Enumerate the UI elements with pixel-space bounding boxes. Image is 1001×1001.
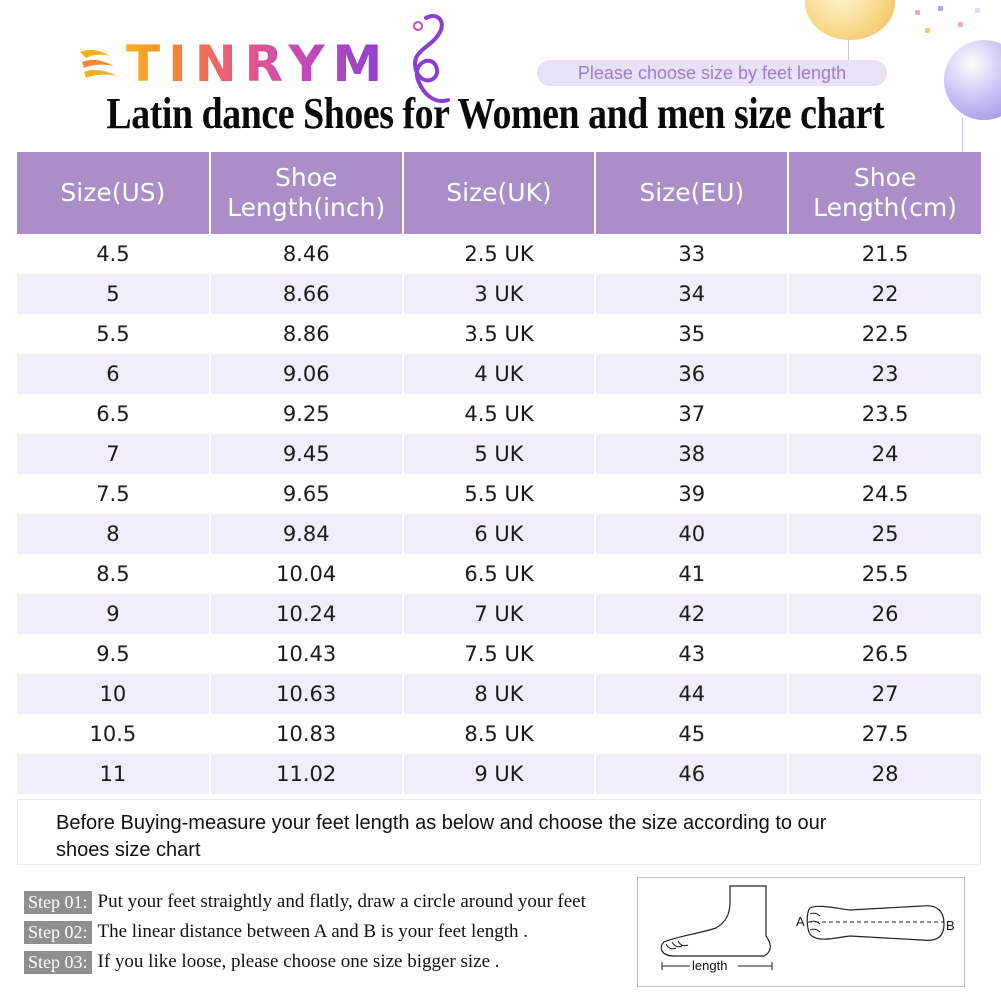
table-cell: 23 <box>788 354 981 394</box>
step-item <box>24 917 634 947</box>
table-cell: 46 <box>595 754 788 794</box>
note-line: shoes size chart <box>56 839 201 861</box>
table-cell: 11.02 <box>210 754 403 794</box>
header-shoe-length-cm: Shoe Length(cm) <box>788 152 981 234</box>
brand-name: TINRYM <box>126 35 391 93</box>
table-cell: 5.5 <box>17 314 210 354</box>
yellow-balloon-decoration <box>805 0 895 40</box>
table-row <box>17 434 981 474</box>
table-cell: 25.5 <box>788 554 981 594</box>
table-cell: 5.5 UK <box>403 474 596 514</box>
table-cell: 3 UK <box>403 274 596 314</box>
tagline-pill: Please choose size by feet length <box>537 60 887 86</box>
table-cell: 26.5 <box>788 634 981 674</box>
table-cell: 6 UK <box>403 514 596 554</box>
table-row <box>17 514 981 554</box>
table-cell: 8 <box>17 514 210 554</box>
step-tag: Step 02: <box>24 921 92 944</box>
table-cell: 38 <box>595 434 788 474</box>
step-item <box>24 947 634 977</box>
flame-icon <box>78 44 120 84</box>
table-row <box>17 634 981 674</box>
confetti <box>925 28 930 33</box>
step-item <box>24 887 634 917</box>
table-cell: 34 <box>595 274 788 314</box>
table-cell: 40 <box>595 514 788 554</box>
table-cell: 8.66 <box>210 274 403 314</box>
table-header-row <box>17 152 981 234</box>
table-cell: 22.5 <box>788 314 981 354</box>
length-label: length <box>692 958 728 973</box>
table-cell: 33 <box>595 234 788 274</box>
step-tag: Step 01: <box>24 891 92 914</box>
purple-balloon-decoration <box>944 40 1001 120</box>
table-row <box>17 714 981 754</box>
table-cell: 4.5 <box>17 234 210 274</box>
point-b-label: B <box>946 918 955 933</box>
table-row <box>17 314 981 354</box>
table-cell: 9 <box>17 594 210 634</box>
table-cell: 3.5 UK <box>403 314 596 354</box>
table-cell: 22 <box>788 274 981 314</box>
table-cell: 9.65 <box>210 474 403 514</box>
table-row <box>17 554 981 594</box>
table-cell: 10.24 <box>210 594 403 634</box>
table-row <box>17 274 981 314</box>
size-chart-table <box>17 152 981 794</box>
table-cell: 21.5 <box>788 234 981 274</box>
step-text: Put your feet straightly and flatly, draw a circle around your feet <box>97 891 586 912</box>
table-cell: 43 <box>595 634 788 674</box>
table-cell: 42 <box>595 594 788 634</box>
table-cell: 35 <box>595 314 788 354</box>
table-row <box>17 674 981 714</box>
brand-logo <box>78 32 390 96</box>
table-cell: 27 <box>788 674 981 714</box>
table-cell: 8.5 UK <box>403 714 596 754</box>
table-cell: 9.5 <box>17 634 210 674</box>
table-row <box>17 394 981 434</box>
table-cell: 9 UK <box>403 754 596 794</box>
foot-outline-icon <box>638 878 966 988</box>
step-text: The linear distance between A and B is your feet length . <box>97 921 529 942</box>
table-cell: 10.04 <box>210 554 403 594</box>
table-cell: 25 <box>788 514 981 554</box>
table-cell: 28 <box>788 754 981 794</box>
table-cell: 27.5 <box>788 714 981 754</box>
table-cell: 24 <box>788 434 981 474</box>
page-title: Latin dance Shoes for Women and men size chart <box>106 89 885 138</box>
table-cell: 4.5 UK <box>403 394 596 434</box>
header-size-uk: Size(UK) <box>403 152 596 234</box>
table-cell: 9.25 <box>210 394 403 434</box>
table-cell: 44 <box>595 674 788 714</box>
table-cell: 7.5 UK <box>403 634 596 674</box>
step-tag: Step 03: <box>24 951 92 974</box>
table-cell: 9.84 <box>210 514 403 554</box>
confetti <box>938 6 943 11</box>
table-cell: 6.5 UK <box>403 554 596 594</box>
table-cell: 10 <box>17 674 210 714</box>
table-cell: 7.5 <box>17 474 210 514</box>
note-line: Before Buying-measure your feet length as below and choose the size according to our <box>56 812 827 834</box>
table-row <box>17 234 981 274</box>
table-row <box>17 594 981 634</box>
table-cell: 45 <box>595 714 788 754</box>
measure-note <box>17 799 981 865</box>
table-cell: 4 UK <box>403 354 596 394</box>
table-cell: 8.46 <box>210 234 403 274</box>
table-cell: 10.63 <box>210 674 403 714</box>
table-cell: 26 <box>788 594 981 634</box>
table-cell: 5 <box>17 274 210 314</box>
table-cell: 10.83 <box>210 714 403 754</box>
confetti <box>975 8 980 13</box>
table-row <box>17 754 981 794</box>
table-cell: 11 <box>17 754 210 794</box>
header-size-us: Size(US) <box>17 152 210 234</box>
table-cell: 10.5 <box>17 714 210 754</box>
table-cell: 5 UK <box>403 434 596 474</box>
table-row <box>17 354 981 394</box>
step-text: If you like loose, please choose one size bigger size . <box>97 951 500 972</box>
table-cell: 23.5 <box>788 394 981 434</box>
table-cell: 8.86 <box>210 314 403 354</box>
table-cell: 6 <box>17 354 210 394</box>
table-cell: 7 <box>17 434 210 474</box>
measurement-steps <box>24 887 634 977</box>
confetti <box>915 10 920 15</box>
table-cell: 9.06 <box>210 354 403 394</box>
table-cell: 8 UK <box>403 674 596 714</box>
header-shoe-length-inch: Shoe Length(inch) <box>210 152 403 234</box>
header-size-eu: Size(EU) <box>595 152 788 234</box>
table-cell: 2.5 UK <box>403 234 596 274</box>
table-row <box>17 474 981 514</box>
table-cell: 37 <box>595 394 788 434</box>
table-cell: 6.5 <box>17 394 210 434</box>
table-cell: 10.43 <box>210 634 403 674</box>
table-cell: 9.45 <box>210 434 403 474</box>
foot-measure-diagram <box>637 877 965 987</box>
table-cell: 36 <box>595 354 788 394</box>
point-a-label: A <box>796 914 805 929</box>
confetti <box>958 22 963 27</box>
table-cell: 24.5 <box>788 474 981 514</box>
table-cell: 41 <box>595 554 788 594</box>
table-cell: 8.5 <box>17 554 210 594</box>
table-cell: 39 <box>595 474 788 514</box>
table-cell: 7 UK <box>403 594 596 634</box>
